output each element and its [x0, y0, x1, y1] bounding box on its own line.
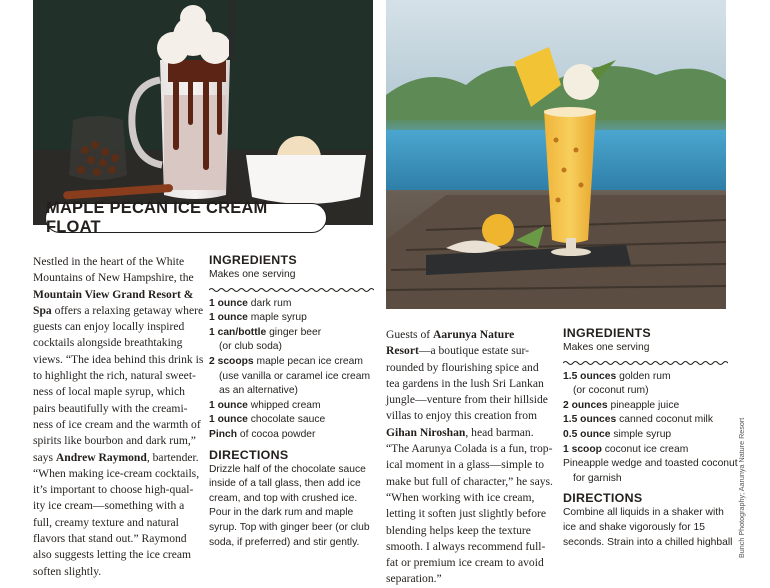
direction-line: seconds. Strain into a chilled highball — [563, 536, 733, 548]
text-span: ity ice cream—something with a — [33, 499, 185, 513]
article-line — [33, 466, 203, 482]
ingredient-line — [209, 297, 379, 312]
left-directions-text — [209, 463, 379, 551]
text-span: make but full of character,” he says. — [386, 474, 553, 488]
right-directions-text — [563, 506, 733, 550]
ingredient-line — [209, 413, 379, 428]
bold-text: 2 scoops — [209, 355, 254, 367]
left-directions-heading: DIRECTIONS — [209, 447, 289, 462]
text-span: separation.” — [386, 572, 442, 586]
ingredient-line — [209, 326, 379, 341]
text-span: (use vanilla or caramel ice cream — [219, 370, 371, 382]
ingredient-line — [209, 399, 379, 414]
colada-drink-illustration — [386, 0, 726, 309]
right-ingredients-heading: INGREDIENTS — [563, 326, 651, 340]
direction-line: Pour in the dark rum and maple — [209, 507, 354, 519]
right-article-lines — [386, 327, 558, 588]
text-span: maple syrup — [247, 312, 307, 324]
text-span: views. “The idea behind this drink is — [33, 352, 204, 366]
bold-text: Resort — [386, 344, 419, 358]
article-line — [33, 482, 203, 498]
text-span: golden rum — [616, 370, 671, 382]
ingredient-line — [209, 355, 379, 370]
bold-text: Spa — [33, 303, 52, 317]
direction-line: Combine all liquids in a shaker with — [563, 507, 724, 519]
article-line — [386, 506, 558, 522]
ingredient-line — [563, 413, 733, 428]
article-line — [33, 433, 203, 449]
text-span: whipped cream — [247, 399, 321, 411]
text-span: it’s important to choose high-qual- — [33, 483, 194, 497]
text-span: guests can enjoy locally inspired — [33, 320, 185, 334]
text-span: Guests of — [386, 328, 434, 341]
text-span: says — [33, 450, 56, 464]
article-line — [33, 564, 203, 580]
text-span: canned coconut milk — [616, 414, 713, 426]
text-span: ginger beer — [266, 326, 322, 338]
right-directions-heading: DIRECTIONS — [563, 491, 643, 506]
ingredient-line — [209, 340, 379, 355]
direction-line: ice and shake vigorously for 15 — [563, 521, 705, 533]
article-line — [33, 319, 203, 335]
wavy-divider — [563, 360, 728, 366]
article-line — [33, 401, 203, 417]
article-line — [386, 343, 558, 359]
article-line — [386, 441, 558, 457]
ingredient-line — [209, 311, 379, 326]
direction-line: inside of a tall glass, then add ice — [209, 478, 361, 490]
bold-text: 1.5 ounces — [563, 370, 617, 382]
text-span: flavors that stand out.” Raymond — [33, 532, 187, 546]
ingredient-line — [209, 384, 379, 399]
text-span: jungle—venture from their hillside — [386, 393, 548, 407]
article-line — [386, 392, 558, 408]
left-ingredients-heading: INGREDIENTS — [209, 253, 297, 267]
article-line — [386, 425, 558, 441]
article-line — [33, 498, 203, 514]
direction-line: cream, and top with crushed ice. — [209, 492, 358, 504]
text-span: Mountains of New Hampshire, the — [33, 271, 194, 285]
text-span: , head barman. — [465, 425, 534, 439]
text-span: dark rum — [247, 297, 292, 309]
article-line — [386, 571, 558, 587]
ingredient-line — [563, 384, 733, 399]
article-line — [33, 450, 203, 466]
text-span: (or coconut rum) — [573, 385, 649, 397]
article-line — [386, 376, 558, 392]
text-span: coconut ice cream — [601, 443, 689, 455]
text-span: Pineapple wedge and toasted coconut — [563, 458, 738, 470]
article-line — [33, 254, 203, 270]
bold-text: 1 ounce — [209, 414, 248, 426]
text-span: (or club soda) — [219, 341, 282, 353]
article-line — [33, 417, 203, 433]
article-line — [386, 474, 558, 490]
text-span: tea gardens in the lush Sri Lankan — [386, 376, 544, 390]
colada-drink-photo — [386, 0, 726, 309]
article-line — [386, 539, 558, 555]
text-span: pineapple juice — [607, 399, 680, 411]
text-span: full, creamy texture and natural — [33, 515, 179, 529]
article-line — [33, 547, 203, 563]
bold-text: 1.5 ounces — [563, 414, 617, 426]
bold-text: Pinch — [209, 428, 238, 440]
text-span: Nestled in the heart of the White — [33, 255, 185, 268]
text-span: ness of local maple syrup, which — [33, 385, 185, 399]
article-line — [386, 490, 558, 506]
right-recipe — [563, 326, 738, 550]
bold-text: 1 ounce — [209, 297, 248, 309]
text-span: spirits like bourbon and dark rum,” — [33, 434, 196, 448]
text-span: , bartender. — [146, 450, 199, 464]
article-line — [386, 360, 558, 376]
left-recipe — [209, 253, 379, 550]
ingredient-line — [563, 428, 733, 443]
bold-text: 2 ounces — [563, 399, 608, 411]
article-line — [33, 384, 203, 400]
bold-text: Gihan Niroshan — [386, 425, 466, 439]
recipe-title-banner — [45, 199, 327, 236]
text-span: ical moment in a glass—simple to — [386, 458, 545, 472]
text-span: ness of ice cream and the warmth of — [33, 417, 201, 431]
bold-text: Andrew Raymond — [55, 450, 147, 464]
left-serving-note: Makes one serving — [209, 269, 296, 280]
text-span: villas to enjoy this creation from — [386, 409, 538, 423]
ingredient-line — [209, 370, 379, 385]
text-span: —a boutique estate sur- — [418, 344, 530, 358]
text-span: pairs beautifully with the creami- — [33, 401, 188, 415]
text-span: chocolate sauce — [247, 414, 326, 426]
text-span: smooth. I always recommend full- — [386, 539, 546, 553]
direction-line: Drizzle half of the chocolate sauce — [209, 463, 366, 475]
direction-line: syrup. Top with ginger beer (or club — [209, 521, 370, 533]
ingredient-line — [563, 472, 733, 487]
text-span: simple syrup — [610, 428, 672, 440]
bold-text: 1 ounce — [209, 312, 248, 324]
article-line — [386, 457, 558, 473]
article-line — [33, 531, 203, 547]
text-span: fat or premium ice cream to avoid — [386, 556, 544, 570]
text-span: offers a relaxing getaway where — [51, 303, 204, 317]
right-ingredient-list — [563, 370, 738, 487]
recipe-title: MAPLE PECAN ICE CREAM FLOAT — [46, 199, 268, 236]
left-ingredient-list — [209, 297, 379, 443]
bold-text: 0.5 ounce — [563, 428, 611, 440]
text-span: for garnish — [573, 472, 622, 484]
wavy-divider — [209, 287, 374, 293]
article-line — [33, 515, 203, 531]
text-span: “When working with ice cream, — [386, 490, 535, 504]
article-line — [386, 555, 558, 571]
article-line — [33, 352, 203, 368]
article-line — [33, 335, 203, 351]
text-span: “The Aarunya Colada is a fun, trop- — [386, 442, 553, 456]
bold-text: Aarunya Nature — [433, 328, 515, 341]
article-line — [33, 303, 203, 319]
text-span: cocktails alongside breathtaking — [33, 336, 183, 350]
article-line — [386, 523, 558, 539]
text-span: blending helps keep the texture — [386, 523, 531, 537]
ingredient-line — [563, 443, 733, 458]
ingredient-line — [563, 370, 733, 385]
float-drink-photo — [33, 0, 373, 225]
left-article-text — [33, 254, 203, 580]
text-span: to highlight the rich, natural sweet- — [33, 369, 196, 383]
ingredient-line — [209, 428, 379, 443]
text-span: also suggests letting the ice cream — [33, 548, 192, 562]
left-article-lines — [33, 254, 203, 580]
float-drink-illustration — [33, 0, 373, 225]
text-span: rounded by flourishing spice and — [386, 360, 539, 374]
ingredient-line — [563, 457, 738, 472]
article-line — [33, 368, 203, 384]
photo-credit: Bunch Photography; Aarunya Nature Resort — [737, 417, 746, 558]
bold-text: 1 ounce — [209, 399, 248, 411]
article-line — [386, 327, 558, 343]
bold-text: 1 can/bottle — [209, 326, 267, 338]
bold-text: Mountain View Grand Resort & — [33, 287, 194, 301]
article-line — [33, 270, 203, 286]
article-line — [33, 287, 203, 303]
text-span: letting it soften just slightly before — [386, 507, 547, 521]
direction-line: soda, if preferred) and stir gently. — [209, 536, 360, 548]
text-span: as an alternative) — [219, 385, 298, 397]
text-span: of cocoa powder — [237, 428, 316, 440]
right-serving-note: Makes one serving — [563, 342, 650, 353]
text-span: “When making ice-cream cocktails, — [33, 466, 200, 480]
article-line — [386, 408, 558, 424]
text-span: soften slightly. — [33, 564, 102, 578]
ingredient-line — [563, 399, 733, 414]
text-span: maple pecan ice cream — [253, 355, 363, 367]
bold-text: 1 scoop — [563, 443, 602, 455]
right-article-text — [386, 327, 558, 588]
